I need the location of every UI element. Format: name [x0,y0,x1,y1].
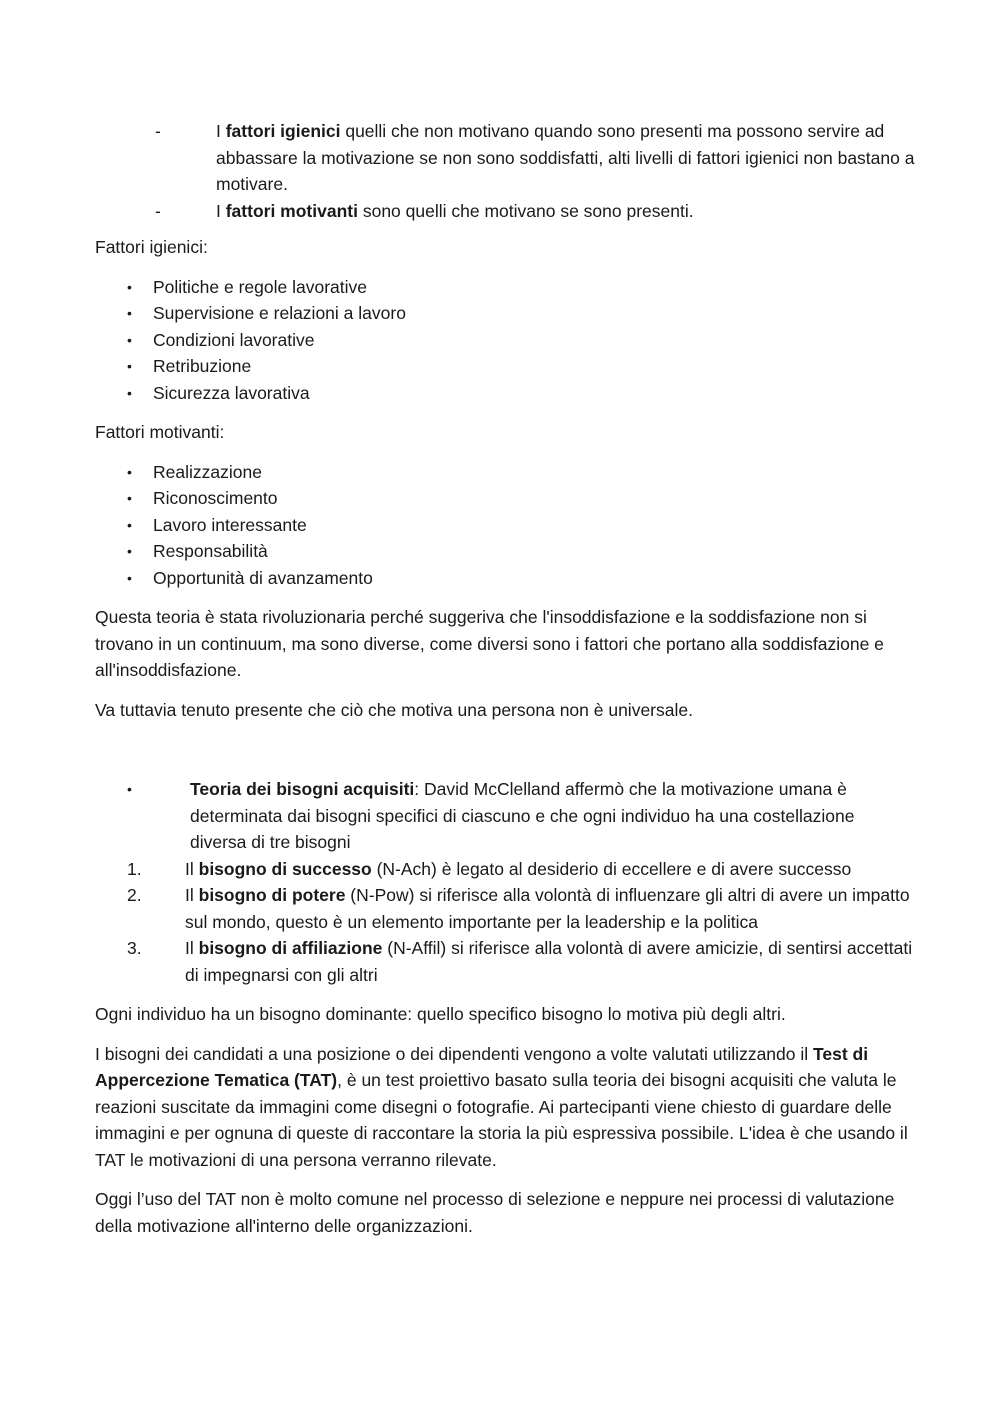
bullet-icon: • [127,543,132,559]
bullet-icon: • [127,569,132,586]
bullet-icon: • [127,278,132,295]
paragraph-universal: Va tuttavia tenuto presente che ciò che motiva una persona non è universale. [95,699,693,720]
theory-title: Teoria dei bisogni acquisiti [190,779,415,799]
list-item: • Condizioni lavorative [95,327,915,354]
bullet-icon: • [127,490,132,506]
motivating-factors-list [95,459,915,592]
item-number: 3. [127,938,142,958]
list-item: 2. Il bisogno di potere (N-Pow) si riferisce alla volontà di influenzare gli altri di avere un impatto sul mondo, questo è un elemento importante per la leadership e la politica [95,882,915,935]
list-item: • Supervisione e relazioni a lavoro [95,300,915,327]
bullet-icon: • [127,463,132,480]
bullet-icon: • [127,384,132,401]
term-bold: bisogno di successo [198,858,372,879]
list-item: 1. Il bisogno di successo (N-Ach) è legato al desiderio di eccellere e di avere successo [95,856,915,883]
term-bold: fattori motivanti [225,200,358,221]
list-item: • Retribuzione [95,353,915,380]
term-bold: bisogno di affiliazione [198,938,383,958]
bullet-icon: • [127,781,132,797]
list-item: - I fattori motivanti sono quelli che motivano se sono presenti. [95,198,915,225]
bullet-icon: • [127,516,132,533]
dash-marker: - [155,121,161,141]
list-item: - I fattori igienici quelli che non motivano quando sono presenti ma possono servire ad abbassare la motivazione se non sono soddisfatti, alti livelli di fattori igienici non bastano a motivare. [95,118,915,198]
term-bold: Test di Appercezione Tematica (TAT) [95,1043,869,1090]
dash-marker: - [155,200,161,221]
list-item: • Realizzazione [95,459,915,486]
needs-list [95,856,915,989]
document-page [95,118,915,1252]
hygiene-heading: Fattori igienici: [95,237,208,257]
motivating-heading: Fattori motivanti: [95,422,225,442]
factor-definitions-list [95,118,915,224]
hygiene-factors-list [95,274,915,407]
item-number: 2. [127,885,142,905]
term-bold: fattori igienici [225,121,341,141]
list-item: • Teoria dei bisogni acquisiti: David McClelland affermò che la motivazione umana è determinata dai bisogni specifici di ciascuno e che ogni individuo ha una costellazione diversa di tre bisogni [95,776,915,856]
list-item: • Responsabilità [95,538,915,565]
paragraph-dominant: Ogni individuo ha un bisogno dominante: quello specifico bisogno lo motiva più degli altri. [95,1004,786,1024]
list-item: • Lavoro interessante [95,512,915,539]
paragraph-revolution: Questa teoria è stata rivoluzionaria perché suggeriva che l'insoddisfazione e la soddisfazione non si trovano in un continuum, ma sono diverse, come diversi sono i fattori che portano alla soddisfazione e all'insoddisfazione. [95,607,884,680]
item-number: 1. [127,858,142,879]
list-item: • Politiche e regole lavorative [95,274,915,301]
bullet-icon: • [127,358,132,374]
bullet-icon: • [127,305,132,321]
paragraph-tat: I bisogni dei candidati a una posizione o dei dipendenti vengono a volte valutati utilizzando il Test di Appercezione Tematica (TAT), è un test proiettivo basato sulla teoria dei bisogni acquisiti che valuta le reazioni suscitate da immagini come disegni o fotografie. Ai partecipanti viene chiesto di guardare delle immagini e per ognuna di queste di raccontare la storia la più espressiva possibile. L'idea è che usando il TAT le motivazioni di una persona verranno rilevate. [95,1043,908,1170]
list-item: • Opportunità di avanzamento [95,565,915,592]
term-bold: bisogno di potere [198,885,346,905]
mcclelland-list [95,776,915,856]
list-item: 3. Il bisogno di affiliazione (N-Affil) si riferisce alla volontà di avere amicizie, di sentirsi accettati di impegnarsi con gli altri [95,935,915,988]
paragraph-today: Oggi l’uso del TAT non è molto comune nel processo di selezione e neppure nei processi di valutazione della motivazione all'interno delle organizzazioni. [95,1189,895,1236]
list-item: • Sicurezza lavorativa [95,380,915,407]
list-item: • Riconoscimento [95,485,915,512]
bullet-icon: • [127,331,132,348]
